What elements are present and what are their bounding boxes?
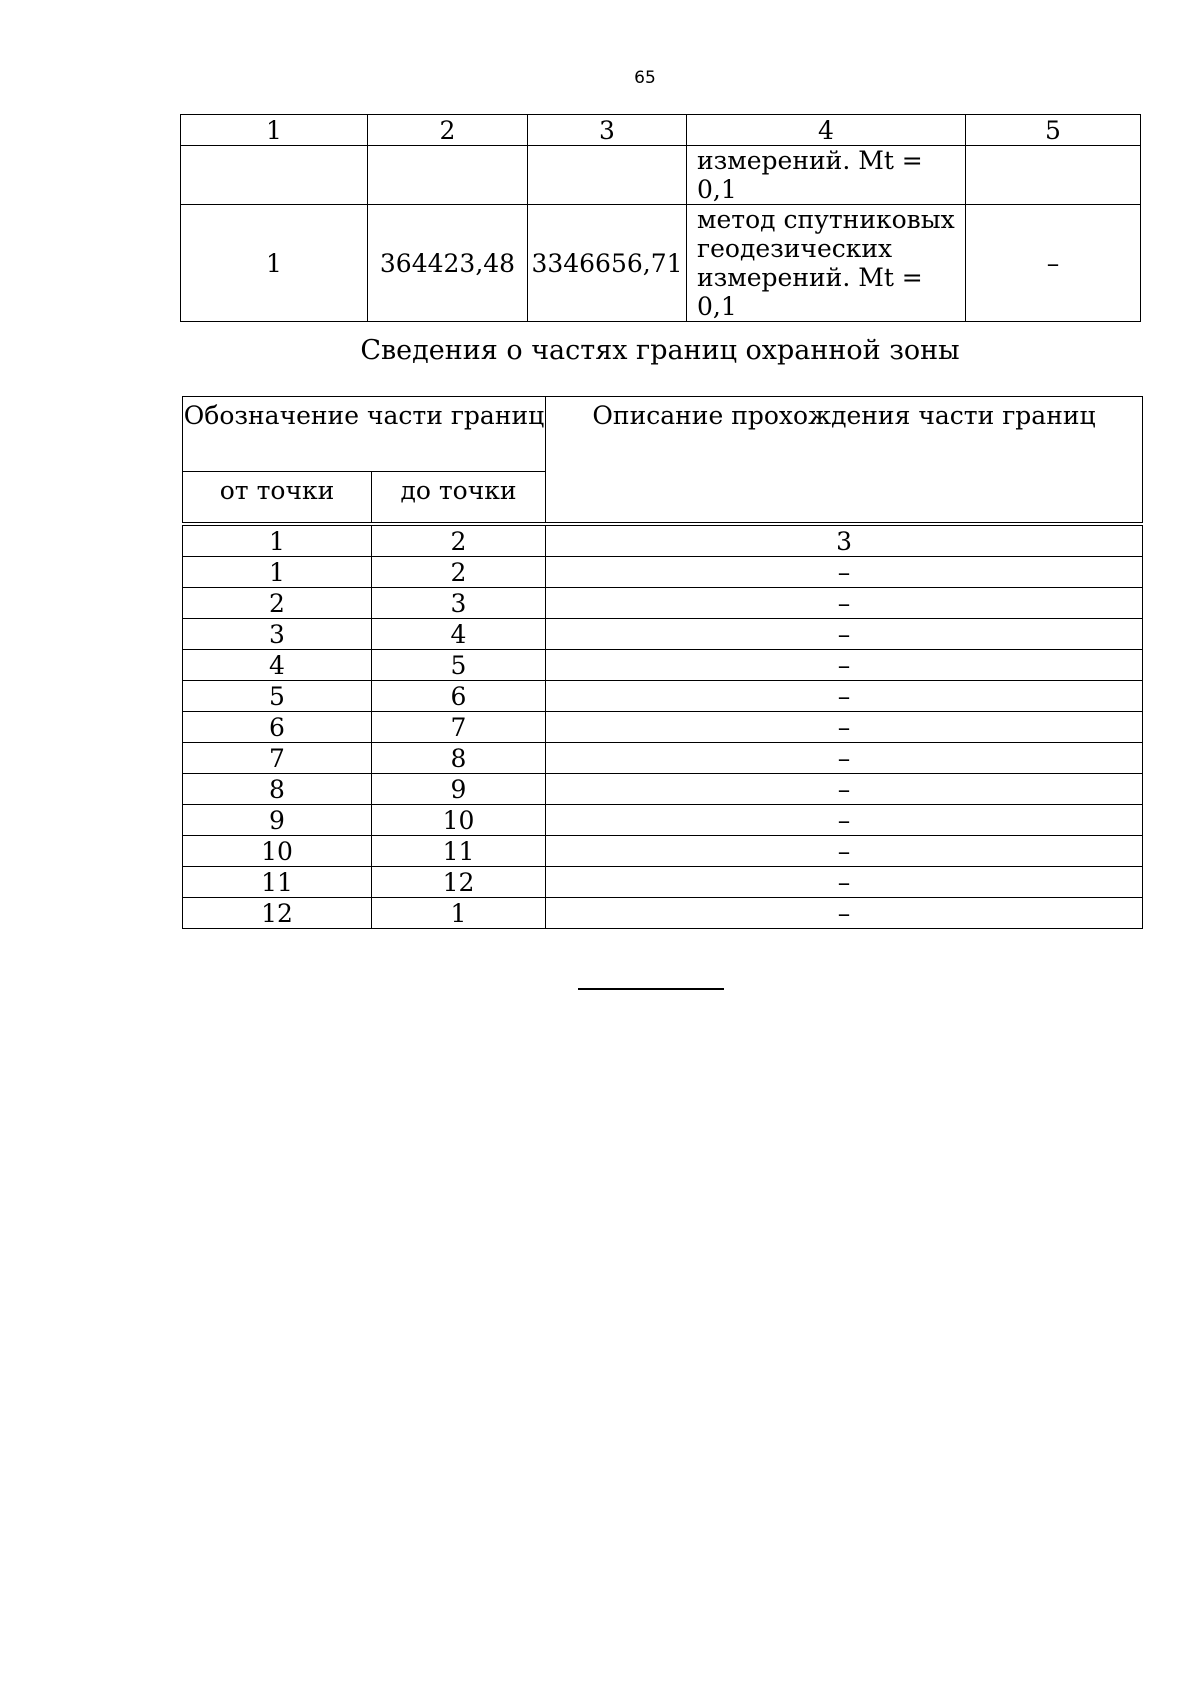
table-row	[183, 774, 1143, 805]
method-line: метод спутниковых	[697, 205, 955, 234]
table-row	[183, 836, 1143, 867]
method-line: измерений. Mt = 0,1	[697, 263, 923, 321]
method-line: геодезических	[697, 234, 893, 263]
from-point-cell: 5	[183, 681, 372, 712]
description-cell: –	[546, 619, 1143, 650]
to-point-cell: 6	[372, 681, 546, 712]
table-row	[183, 743, 1143, 774]
column-number: 3	[546, 526, 1143, 557]
table-row	[183, 867, 1143, 898]
header-from-point: от точки	[183, 472, 372, 523]
header-to-point: до точки	[372, 472, 546, 523]
method-cell: измерений. Mt = 0,1	[687, 146, 966, 205]
header-description: Описание прохождения части границ	[546, 397, 1143, 523]
from-point-cell: 3	[183, 619, 372, 650]
point-number-cell	[181, 146, 368, 205]
x-coordinate-cell	[368, 146, 528, 205]
to-point-cell: 1	[372, 898, 546, 929]
to-point-cell: 5	[372, 650, 546, 681]
y-coordinate-cell: 3346656,71	[528, 205, 687, 322]
description-cell: –	[546, 743, 1143, 774]
parts-table-body	[183, 557, 1143, 929]
column-number: 1	[183, 526, 372, 557]
section-title: Сведения о частях границ охранной зоны	[360, 335, 960, 366]
table-row	[183, 557, 1143, 588]
table-row	[183, 898, 1143, 929]
table-header-row	[183, 397, 1143, 472]
to-point-cell: 8	[372, 743, 546, 774]
column-numbering-row	[183, 526, 1143, 557]
column-number: 2	[372, 526, 546, 557]
to-point-cell: 12	[372, 867, 546, 898]
table-row	[183, 805, 1143, 836]
from-point-cell: 4	[183, 650, 372, 681]
x-coordinate-cell: 364423,48	[368, 205, 528, 322]
table-row	[181, 146, 1141, 205]
from-point-cell: 6	[183, 712, 372, 743]
from-point-cell: 12	[183, 898, 372, 929]
description-cell	[966, 146, 1141, 205]
method-cell	[687, 205, 966, 322]
page-number: 65	[634, 68, 656, 88]
end-of-document-rule	[578, 988, 724, 990]
description-cell: –	[966, 205, 1141, 322]
to-point-cell: 9	[372, 774, 546, 805]
to-point-cell: 3	[372, 588, 546, 619]
from-point-cell: 2	[183, 588, 372, 619]
from-point-cell: 7	[183, 743, 372, 774]
from-point-cell: 10	[183, 836, 372, 867]
description-cell: –	[546, 774, 1143, 805]
to-point-cell: 11	[372, 836, 546, 867]
description-cell: –	[546, 557, 1143, 588]
description-cell: –	[546, 898, 1143, 929]
table-row	[183, 650, 1143, 681]
description-cell: –	[546, 650, 1143, 681]
to-point-cell: 2	[372, 557, 546, 588]
table-row	[183, 712, 1143, 743]
description-cell: –	[546, 712, 1143, 743]
table-row	[181, 205, 1141, 322]
header-boundary-part: Обозначение части границ	[183, 397, 546, 472]
column-number: 4	[687, 115, 966, 146]
y-coordinate-cell	[528, 146, 687, 205]
description-cell: –	[546, 681, 1143, 712]
column-number: 5	[966, 115, 1141, 146]
description-cell: –	[546, 836, 1143, 867]
description-cell: –	[546, 588, 1143, 619]
to-point-cell: 7	[372, 712, 546, 743]
table-row	[183, 588, 1143, 619]
point-number-cell: 1	[181, 205, 368, 322]
table-row	[183, 681, 1143, 712]
description-cell: –	[546, 805, 1143, 836]
column-number: 1	[181, 115, 368, 146]
boundary-parts-table	[182, 396, 1143, 929]
table-header-row	[181, 115, 1141, 146]
from-point-cell: 1	[183, 557, 372, 588]
column-number: 2	[368, 115, 528, 146]
column-number: 3	[528, 115, 687, 146]
to-point-cell: 4	[372, 619, 546, 650]
from-point-cell: 8	[183, 774, 372, 805]
description-cell: –	[546, 867, 1143, 898]
from-point-cell: 11	[183, 867, 372, 898]
to-point-cell: 10	[372, 805, 546, 836]
coordinates-table	[180, 114, 1141, 322]
table-row	[183, 619, 1143, 650]
from-point-cell: 9	[183, 805, 372, 836]
